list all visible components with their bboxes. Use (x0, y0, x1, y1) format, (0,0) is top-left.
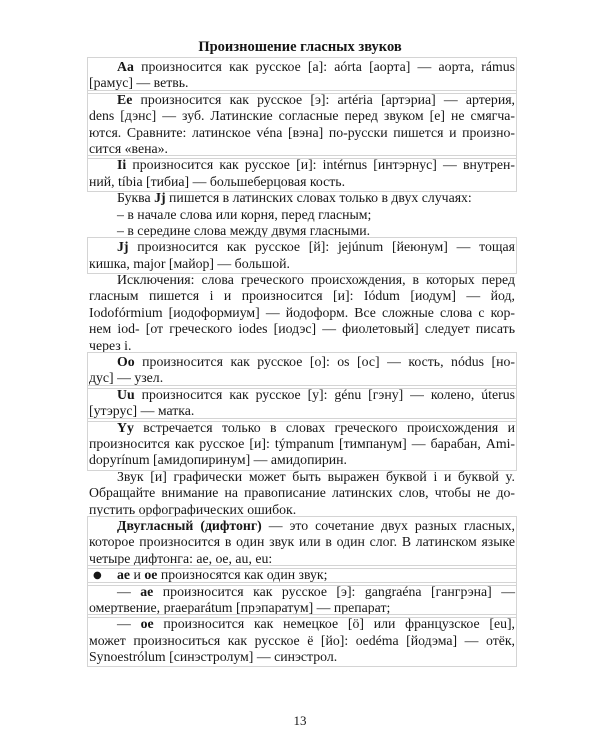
text-line: произносится как русское [и]: týmpanum [тимпанум] — барабан, Ami- (89, 435, 515, 451)
paragraph-vowel-o (89, 354, 515, 387)
text-line (89, 420, 515, 436)
page-number: 13 (293, 713, 307, 728)
text-line: дус] — узел. (89, 370, 164, 386)
text-line (89, 387, 515, 403)
diphthong-lead: ae (140, 583, 154, 599)
text-line (89, 584, 515, 600)
line-text: и (133, 567, 141, 583)
dash: — (117, 583, 131, 599)
text-line (89, 157, 515, 173)
text-line (89, 616, 515, 632)
line-text: произносится как русское [и]: intérnus [интэрнус] — внутрен- (132, 157, 515, 173)
line-text: произносится как русское [у]: génu [гэну] — колено, úterus (141, 386, 515, 402)
line-text: произносится как русское [о]: os [ос] — кость, nódus [но- (142, 354, 515, 370)
page-title: Произношение гласных звуков (198, 39, 402, 55)
text-line: Звук [и] графически может быть выражен буквой i и буквой y. (117, 468, 515, 484)
text-line: Synoestrólum [синэстролум] — синэстрол. (89, 649, 338, 665)
body-text (89, 59, 515, 665)
text-line: гласным пишется i и произносится [и]: Iódum [иодум] — йод, (89, 288, 515, 304)
line-text: произносится как русское [э]: gangraéna [гангрэна] — (162, 583, 515, 599)
text-line: пустить орфографических ошибок. (89, 501, 297, 517)
text-line (89, 59, 515, 75)
text-line: dens [дэнс] — зуб. Латинские согласные перед звуком [е] не смягча- (89, 108, 515, 124)
text-line: четыре дифтонга: ae, oe, au, eu: (89, 550, 273, 566)
text-line: кишка, major [майор] — большой. (89, 255, 290, 271)
line-text: произносятся как один звук; (160, 567, 328, 583)
paragraph-diphthong-ae (89, 584, 515, 617)
letter-lead: Aa (117, 59, 134, 74)
letter-lead: Uu (117, 386, 135, 402)
paragraph-sound-i-note (89, 469, 515, 518)
text-line: Обращайте внимание на правописание латинских слов, чтобы не до- (89, 485, 515, 501)
paragraph-letter-j-usage (89, 190, 515, 239)
line-text: Буква (117, 190, 151, 206)
text-line: [рамус] — ветвь. (89, 75, 189, 91)
list-item: – в середине слова между двумя гласными. (117, 222, 371, 238)
bullet-line (89, 567, 515, 583)
list-item: – в начале слова или корня, перед гласным; (117, 206, 372, 222)
text-line (89, 518, 515, 534)
line-text: произносится как русское [а]: aórta [аорта] — аорта, rámus (141, 59, 515, 74)
text-line: которое произносится в один звук или в один слог. В латинском языке (89, 534, 515, 550)
line-text: — это сочетание двух разных гласных, (268, 517, 515, 533)
letter-lead: Jj (117, 239, 129, 255)
letter-lead: Ee (117, 91, 133, 107)
letter-lead: Jj (154, 190, 166, 206)
text-line: ний, tíbia [тибиа] — большеберцовая кость. (89, 173, 346, 189)
paragraph-consonant-j (89, 239, 515, 272)
paragraph-vowel-i (89, 157, 515, 190)
text-line: сится «вена». (89, 140, 168, 156)
letter-lead: Ii (117, 157, 127, 173)
text-line (89, 190, 515, 206)
bullet-icon: ● (93, 570, 102, 582)
paragraph-vowel-y (89, 420, 515, 469)
paragraph-diphthong-oe (89, 616, 515, 665)
letter-lead: Oo (117, 354, 135, 370)
letter-lead: Yy (117, 419, 134, 435)
paragraph-vowel-u (89, 387, 515, 420)
term-lead: Двугласный (дифтонг) (117, 517, 262, 533)
paragraph-diphthong (89, 518, 515, 567)
text-line: может произноситься как русское ё [йо]: oedéma [йодэма] — отёк, (89, 632, 515, 648)
paragraph-diphthong-ae-oe (89, 567, 515, 583)
line-text: произносится как русское [э]: artéria [артэриа] — артерия, (140, 91, 515, 107)
text-line (89, 354, 515, 370)
text-line: dopyrínum [амидопиринум] — амидопирин. (89, 452, 347, 468)
text-line: омертвение, praeparátum [прэпаратум] — препарат; (89, 599, 391, 615)
text-line: через i. (89, 337, 132, 353)
text-line: [утэрус] — матка. (89, 403, 195, 419)
paragraph-exceptions (89, 272, 515, 354)
text-line (89, 239, 515, 255)
line-text: пишется в латинских словах только в двух случаях: (169, 190, 472, 206)
diphthong-lead: ae (117, 567, 131, 583)
line-text: встречается только в словах греческого происхождения и (143, 419, 515, 435)
text-line (89, 92, 515, 108)
line-text: произносится как русское [й]: jejúnum [йеюнум] — тощая (137, 239, 515, 255)
diphthong-lead: oe (140, 616, 154, 632)
dash: — (117, 616, 131, 632)
text-line: Iodofórmium [иодоформиум] — йодоформ. Все сложные слова с кор- (89, 304, 515, 320)
text-line: Исключения: слова греческого происхождения, в которых перед (117, 272, 515, 288)
text-line: нем iod- [от греческого iodes [иодэс] — фиолетовый] следует писать (89, 321, 515, 337)
text-line: ются. Сравните: латинское véna [вэна] по-русски пишется и произно- (89, 124, 515, 140)
paragraph-vowel-a (89, 59, 515, 92)
diphthong-lead: oe (144, 567, 158, 583)
paragraph-vowel-e (89, 92, 515, 158)
line-text: произносится как немецкое [ö] или французское [eu], (163, 616, 516, 632)
